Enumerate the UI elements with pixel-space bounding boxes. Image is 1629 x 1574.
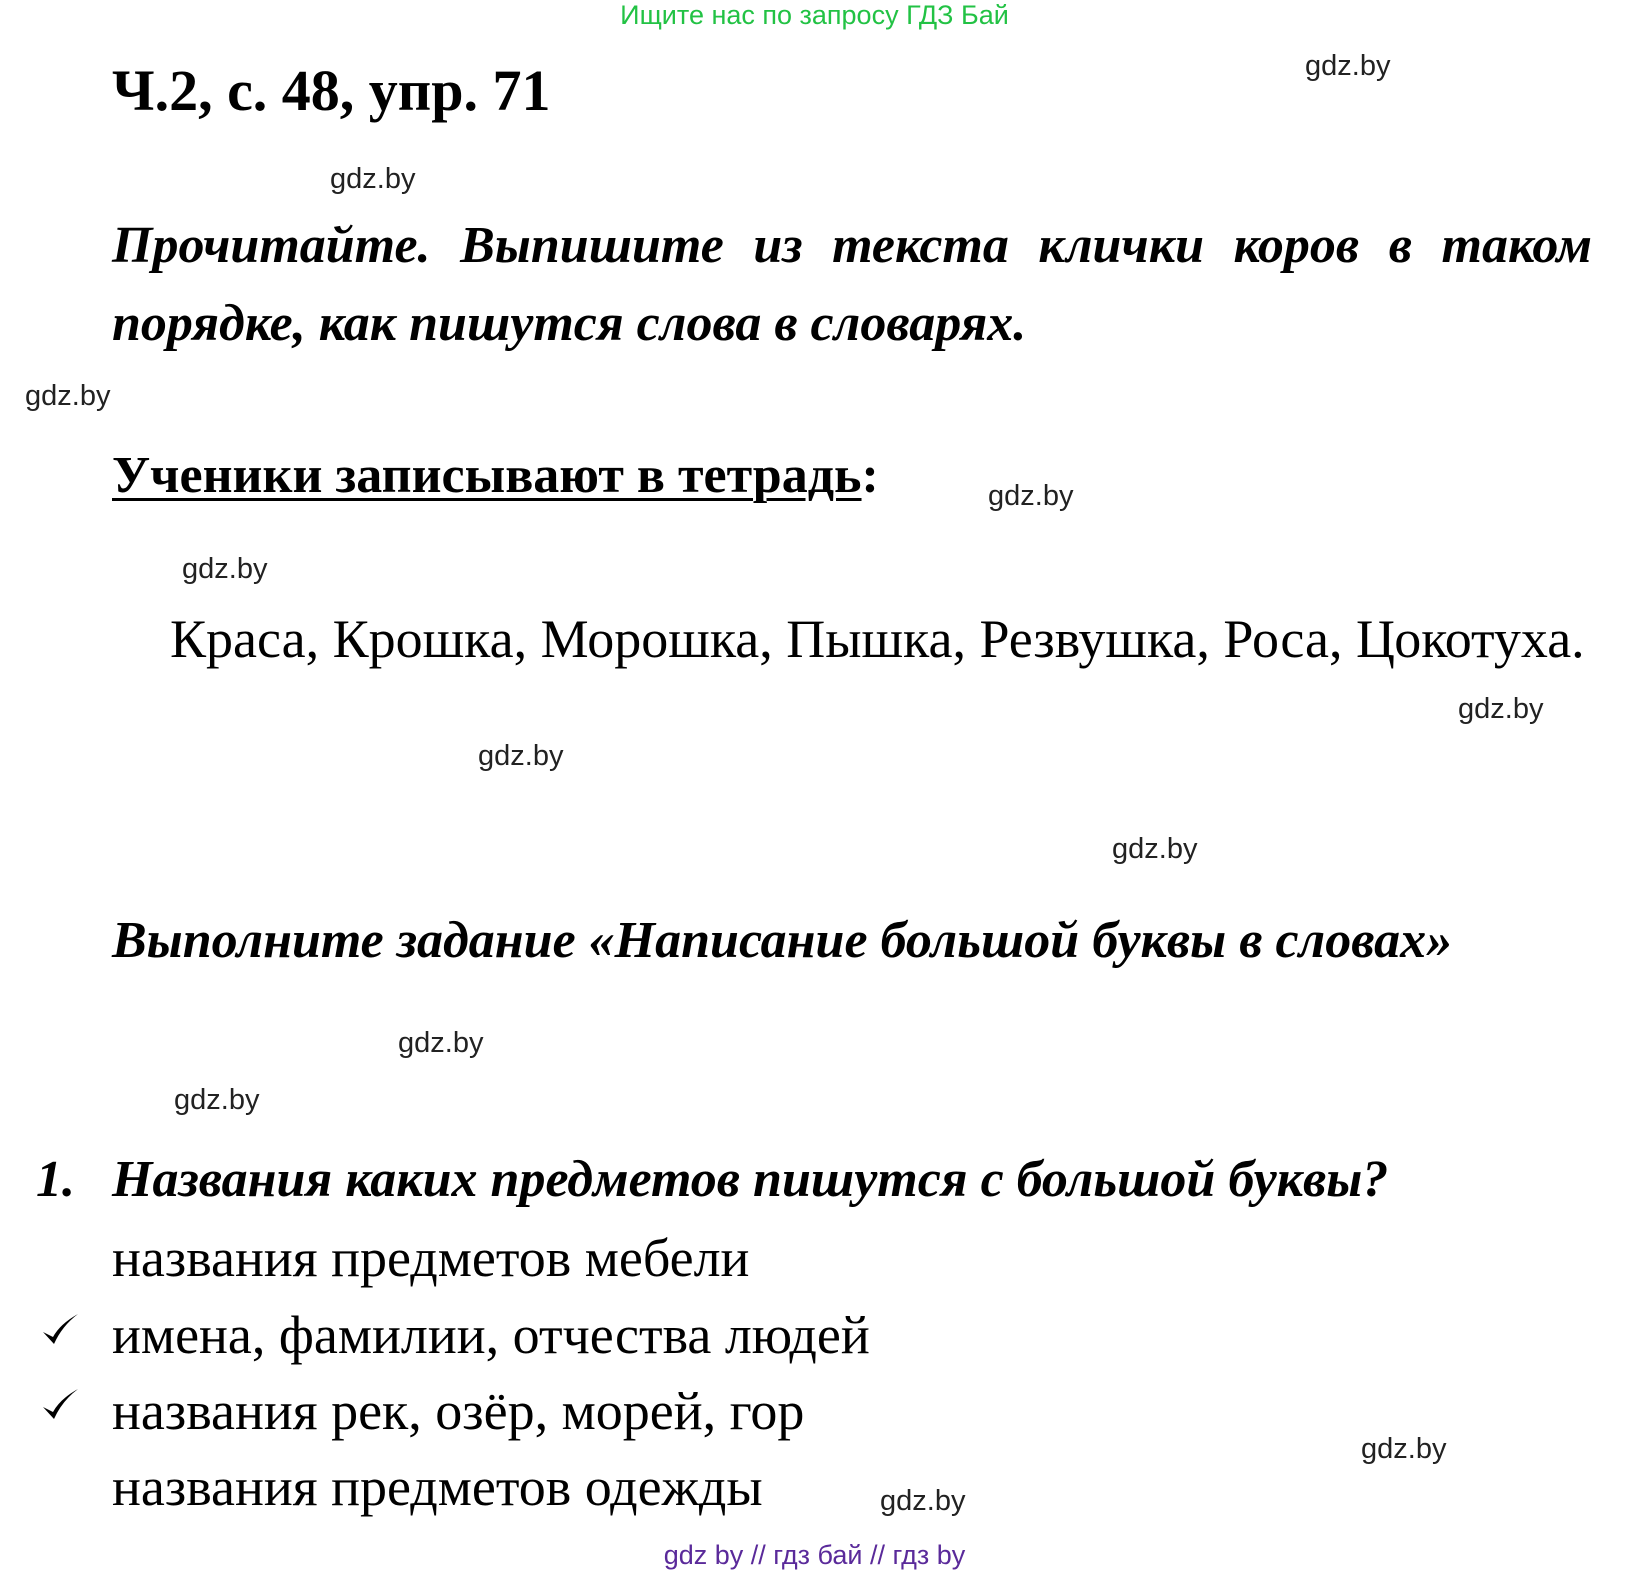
watermark: gdz.by [25, 380, 111, 412]
option-2: имена, фамилии, отчества людей [112, 1305, 870, 1365]
watermark: gdz.by [1305, 50, 1391, 82]
task-instruction-1: Прочитайте. Выпишите из текста клички коров в таком порядке, как пишутся слова в словарях. [112, 217, 1592, 352]
option-3: названия рек, озёр, морей, гор [112, 1381, 805, 1441]
watermark: gdz.by [398, 1027, 484, 1059]
watermark: gdz.by [1361, 1433, 1447, 1465]
question-text: Названия каких предметов пишутся с большой буквы? [112, 1151, 1389, 1208]
option-1: названия предметов мебели [112, 1228, 750, 1288]
watermark: gdz.by [478, 740, 564, 772]
top-banner: Ищите нас по запросу ГДЗ Бай [620, 0, 1009, 30]
watermark: gdz.by [1458, 693, 1544, 725]
question-number: 1. [36, 1151, 75, 1208]
students-write-colon: : [861, 447, 879, 504]
watermark: gdz.by [182, 553, 268, 585]
students-write-heading [112, 446, 879, 506]
watermark: gdz.by [1112, 833, 1198, 865]
option-4: названия предметов одежды [112, 1457, 763, 1517]
watermark: gdz.by [174, 1084, 260, 1116]
watermark: gdz.by [330, 163, 416, 195]
footer-watermark: gdz by // гдз бай // гдз by [663, 1540, 966, 1570]
task-instruction-2: Выполните задание «Написание большой буквы в словах» [112, 912, 1453, 969]
students-write-label: Ученики записывают в тетрадь [112, 447, 862, 504]
check-icon [40, 1310, 80, 1350]
answer-text: Краса, Крошка, Морошка, Пышка, Резвушка, Роса, Цокотуха. [170, 609, 1585, 669]
check-icon [40, 1385, 80, 1425]
page-title: Ч.2, с. 48, упр. 71 [112, 58, 551, 123]
watermark: gdz.by [880, 1485, 966, 1517]
watermark: gdz.by [988, 480, 1074, 512]
